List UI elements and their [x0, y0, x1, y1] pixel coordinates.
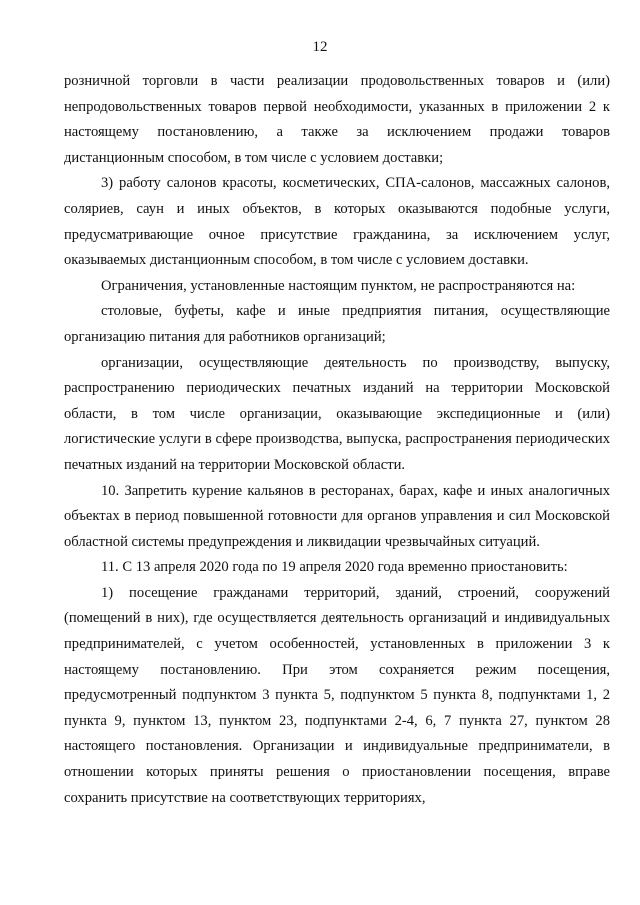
paragraph-item-11-suspend: 11. С 13 апреля 2020 года по 19 апреля 2020 года временно приостановить: — [101, 559, 568, 576]
paragraph-canteens: столовые, буфеты, кафе и иные предприятия питания, осуществляющие организацию питания для работников организаций; — [64, 303, 610, 345]
paragraph-periodicals: организации, осуществляющие деятельность по производству, выпуску, распространению периодических печатных изданий на территории Московской области, в том числе организации, оказывающие экспедиционные и (или) логистические услуги в сфере производства, выпуска, распространения периодических печатных изданий на территории Московской области. — [64, 354, 610, 473]
paragraph-item-11-1-visits: 1) посещение гражданами территорий, зданий, строений, сооружений (помещений в них), где осуществляется деятельность организаций и индивидуальных предпринимателей, с учетом особенностей, установленных в приложении 3 к настоящему постановлению. При этом сохраняется режим посещения, предусмотренный подпунктом 3 пункта 5, подпунктом 5 пункта 8, подпунктами 1, 2 пункта 9, пунктом 13, пунктом 23, подпунктами 2-4, 6, 7 пункта 27, пунктом 28 настоящего постановления. Организации и индивидуальные предприниматели, в отношении которых приняты решения о приостановлении посещения, вправе сохранить присутствие на соответствующих территориях, — [64, 584, 610, 806]
paragraph-beauty-salons: 3) работу салонов красоты, косметических, СПА-салонов, массажных салонов, соляриев, саун и иных объектов, в которых оказываются подобные услуги, предусматривающие очное присутствие гражданина, за исключением услуг, оказываемых дистанционным способом, в том числе с условием доставки. — [64, 175, 610, 269]
paragraph-retail-continuation: розничной торговли в части реализации продовольственных товаров и (или) непродовольственных товаров первой необходимости, указанных в приложении 2 к настоящему постановлению, а также за исключением продажи товаров дистанционным способом, в том числе с условием доставки; — [64, 73, 610, 166]
paragraph-restrictions-exceptions: Ограничения, установленные настоящим пунктом, не распространяются на: — [101, 277, 576, 294]
paragraph-item-10-hookah: 10. Запретить курение кальянов в ресторанах, барах, кафе и иных аналогичных объектах в период повышенной готовности для органов управления и сил Московской областной системы предупреждения и ликвидации чрезвычайных ситуаций. — [64, 482, 610, 550]
document-body — [64, 69, 610, 811]
page-number: 12 — [312, 39, 328, 55]
